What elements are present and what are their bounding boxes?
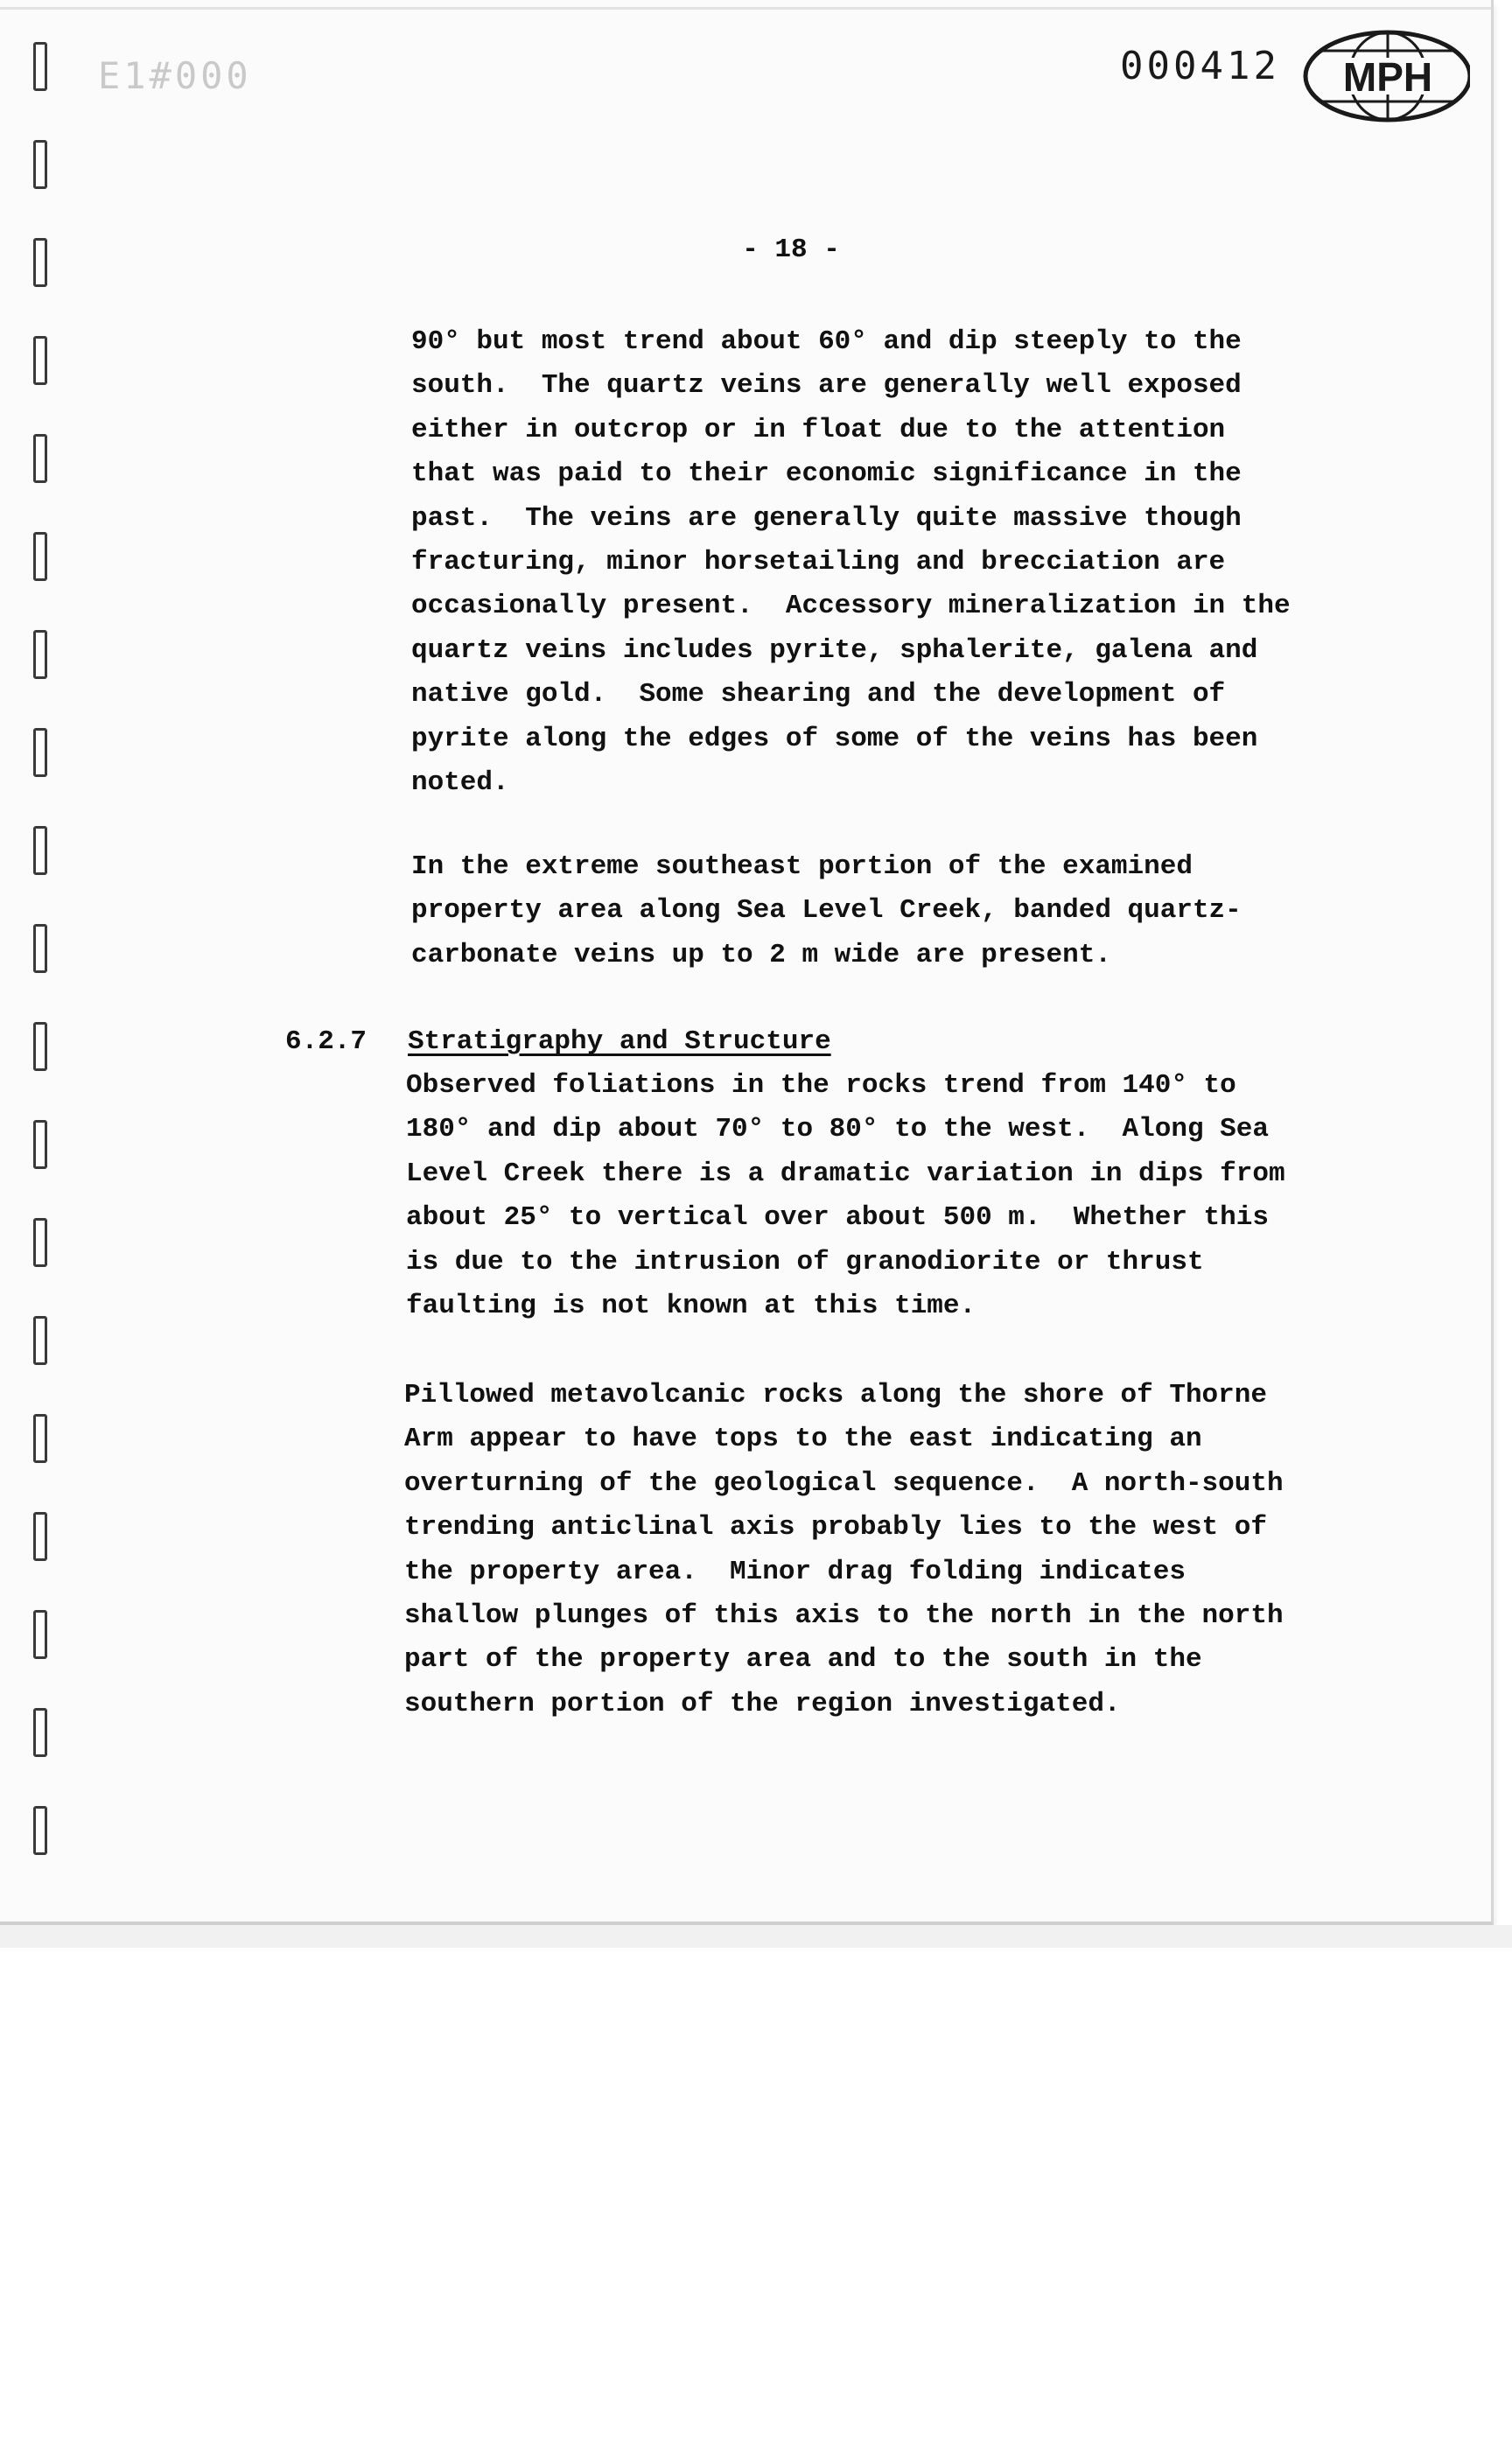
binder-hole [33, 1414, 47, 1463]
faded-document-number: E1#000 [98, 54, 252, 97]
scan-bottom-edge [0, 1925, 1512, 1948]
binder-hole [33, 1218, 47, 1267]
binder-hole [33, 826, 47, 875]
document-id-stamp: 000412 [1120, 44, 1280, 88]
paragraph-southeast-veins: In the extreme southeast portion of the examined property area along Sea Level Creek, banded quartz- carbonate veins up to 2 m wide are present. [411, 851, 1242, 970]
section-number: 6.2.7 [285, 1026, 368, 1057]
page-number: - 18 - [742, 234, 840, 265]
binder-hole [33, 532, 47, 581]
binder-hole [33, 1610, 47, 1659]
binder-hole [33, 1708, 47, 1757]
binder-hole [33, 924, 47, 973]
binder-hole [33, 42, 47, 91]
binder-hole [33, 1316, 47, 1365]
page-top-edge [0, 7, 1491, 10]
binder-hole [33, 728, 47, 777]
binder-hole [33, 336, 47, 385]
binder-hole [33, 630, 47, 679]
binder-hole [33, 1512, 47, 1561]
paragraph-pillowed-rocks: Pillowed metavolcanic rocks along the shore of Thorne Arm appear to have tops to the east indicating an overturning of the geological sequence. A north-south trending anticlinal axis probably lies to the west of the property area. Minor drag folding indicates shallow plunges of this axis to the north in the north part of the property area and to the south in the southern portion of the region investigated. [404, 1380, 1284, 1719]
binder-hole [33, 140, 47, 189]
binder-hole [33, 1022, 47, 1071]
paragraph-vein-description: 90° but most trend about 60° and dip steeply to the south. The quartz veins are generally well exposed either in outcrop or in float due to the attention that was paid to their economic significance in the past. The veins are generally quite massive though fracturing, minor horsetailing and brecciation are occasionally present. Accessory mineralization in the quartz veins includes pyrite, sphalerite, galena and native gold. Some shearing and the development of pyrite along the edges of some of the veins has been noted. [411, 326, 1291, 799]
mph-globe-logo [1295, 23, 1470, 130]
paragraph-foliations: Observed foliations in the rocks trend from 140° to 180° and dip about 70° to 80° to the west. Along Sea Level Creek there is a dramatic variation in dips from about 25° to vertical over about 500 m. Whether this is due to the intrusion of granodiorite or thrust faulting is not known at this time. [406, 1070, 1285, 1322]
section-heading: Stratigraphy and Structure [408, 1026, 831, 1057]
binder-hole [33, 1120, 47, 1169]
binder-hole [33, 1806, 47, 1855]
logo-text: MPH [1342, 54, 1433, 100]
binder-hole [33, 434, 47, 483]
